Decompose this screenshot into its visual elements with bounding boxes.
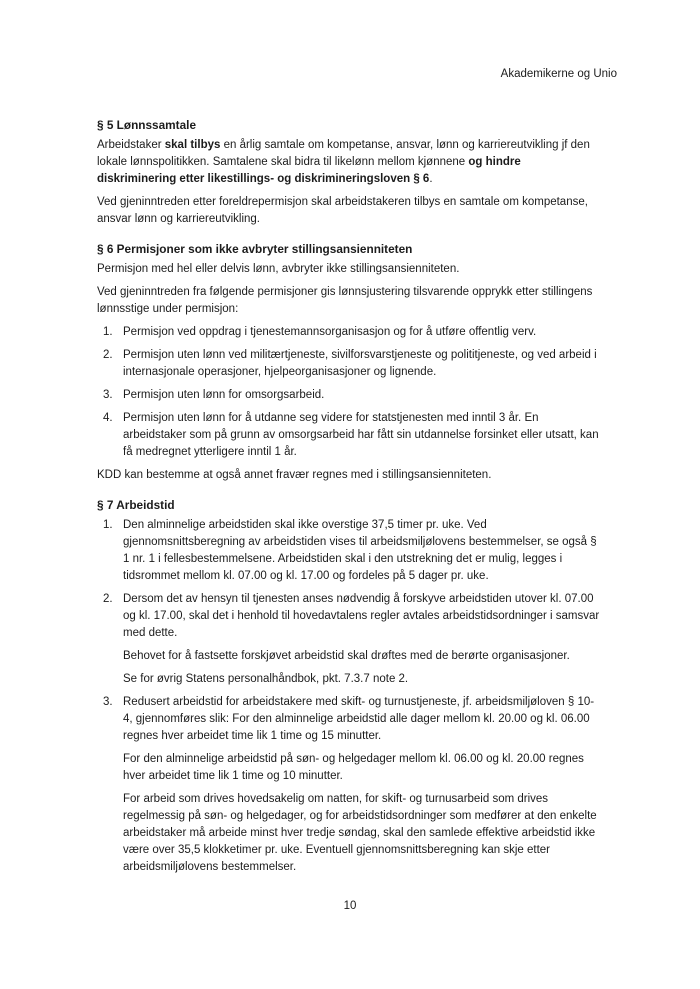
- list-item: [97, 410, 600, 461]
- list-item: [97, 347, 600, 381]
- list-item-number: 2.: [103, 349, 113, 361]
- list-item-paragraph: Behovet for å fastsette forskjøvet arbeidstid skal drøftes med de berørte organisasjoner.: [123, 650, 570, 662]
- list-item-number: 3.: [103, 389, 113, 401]
- page-number: 10: [343, 900, 357, 912]
- text-segment: Arbeidstaker: [97, 139, 165, 151]
- page-header: [97, 66, 617, 83]
- section-5-paragraph-1: [97, 137, 600, 188]
- list-item-paragraph: Se for øvrig Statens personalhåndbok, pkt. 7.3.7 note 2.: [123, 673, 409, 685]
- section-6: [97, 241, 600, 484]
- list-item-paragraph: Dersom det av hensyn til tjenesten anses nødvendig å forskyve arbeidstiden utover kl. 07.00 og kl. 17.00, skal det i henhold til hovedavtalens regler avtales arbeidstidsordninger i samsvar med dette.: [123, 593, 600, 639]
- list-item-text: Permisjon ved oppdrag i tjenestemannsorganisasjon og for å utføre offentlig verv.: [123, 326, 537, 338]
- list-item-paragraph: Redusert arbeidstid for arbeidstakere med skift- og turnustjeneste, jf. arbeidsmiljøloven § 10-4, gjennomføres slik: For den alminnelige arbeidstid alle dager mellom kl. 20.00 og kl. 06.00 regnes hver arbeidet time lik 1 time og 15 minutter.: [123, 696, 595, 742]
- list-item-number: 1.: [103, 519, 113, 531]
- section-7-heading: § 7 Arbeidstid: [97, 498, 175, 512]
- section-5-paragraph-2: Ved gjeninntreden etter foreldrepermisjon skal arbeidstakeren tilbys en samtale om kompetanse, ansvar lønn og karriereutvikling.: [97, 196, 588, 225]
- header-right-text: Akademikerne og Unio: [500, 68, 617, 80]
- text-segment: en årlig samtale om kompetanse, ansvar, lønn og karriereutvikling jf den lokale lønnspolitikken. Samtalene skal bidra til likelønn mellom kjønnene: [97, 139, 590, 168]
- list-item-number: 1.: [103, 326, 113, 338]
- list-item: [97, 591, 600, 688]
- section-6-heading: § 6 Permisjoner som ikke avbryter stillingsansienniteten: [97, 242, 413, 256]
- section-6-paragraph-3: KDD kan bestemme at også annet fravær regnes med i stillingsansienniteten.: [97, 469, 492, 481]
- section-5-heading: § 5 Lønnssamtale: [97, 118, 197, 132]
- list-item-text: [123, 694, 600, 876]
- list-item-paragraph: Den alminnelige arbeidstiden skal ikke overstige 37,5 timer pr. uke. Ved gjennomsnittsberegning av arbeidstiden vises til arbeidsmiljølovens bestemmelser, se også § 1 nr. 1 i fellesbestemmelsene. Arbeidstiden skal i den utstrekning det er mulig, legges i tidsrommet mellom kl. 07.00 og kl. 17.00 og fordeles på 5 dager pr. uke.: [123, 519, 597, 582]
- section-6-paragraph-1: Permisjon med hel eller delvis lønn, avbryter ikke stillingsansienniteten.: [97, 263, 460, 275]
- list-item-text: [123, 591, 600, 688]
- list-item-paragraph: For den alminnelige arbeidstid på søn- og helgedager mellom kl. 06.00 og kl. 20.00 regnes hver arbeidet time lik 1 time og 10 minutter.: [123, 753, 584, 782]
- list-item: [97, 694, 600, 876]
- section-5: [97, 117, 600, 228]
- bold-text-segment: skal tilbys: [164, 139, 221, 151]
- list-item-paragraph: For arbeid som drives hovedsakelig om natten, for skift- og turnusarbeid som drives regelmessig på søn- og helgedager, og for arbeidstidsordninger som medfører at den enkelte arbeidstaker må arbeide minst hver tredje søndag, skal den samlede effektive arbeidstid ikke være over 35,5 klokketimer pr. uke. Eventuell gjennomsnittsberegning kan skje etter arbeidsmiljølovens bestemmelser.: [123, 793, 597, 873]
- list-item: [97, 387, 600, 404]
- list-item: [97, 517, 600, 585]
- list-item-text: [123, 517, 600, 585]
- list-item-text: Permisjon uten lønn for omsorgsarbeid.: [123, 389, 325, 401]
- bold-text-segment: og hindre diskriminering etter likestillings- og diskrimineringsloven § 6: [97, 156, 521, 185]
- document-body: [97, 117, 600, 882]
- section-6-paragraph-2: Ved gjeninntreden fra følgende permisjoner gis lønnsjustering tilsvarende opprykk etter stillingens lønnsstige under permisjon:: [97, 286, 593, 315]
- section-7: [97, 497, 600, 876]
- list-item-text: Permisjon uten lønn ved militærtjeneste, sivilforsvarstjeneste og polititjeneste, og ved arbeid i internasjonale operasjoner, hjelpeorganisasjoner og lignende.: [123, 349, 597, 378]
- list-item-number: 4.: [103, 412, 113, 424]
- list-item: [97, 324, 600, 341]
- text-segment: .: [429, 173, 433, 185]
- list-item-number: 3.: [103, 696, 113, 708]
- list-item-number: 2.: [103, 593, 113, 605]
- list-item-text: Permisjon uten lønn for å utdanne seg videre for statstjenesten med inntil 3 år. En arbeidstaker som på grunn av omsorgsarbeid har fått sin utdannelse forsinket eller utsatt, kan få medregnet ytterligere inntil 1 år.: [123, 412, 599, 458]
